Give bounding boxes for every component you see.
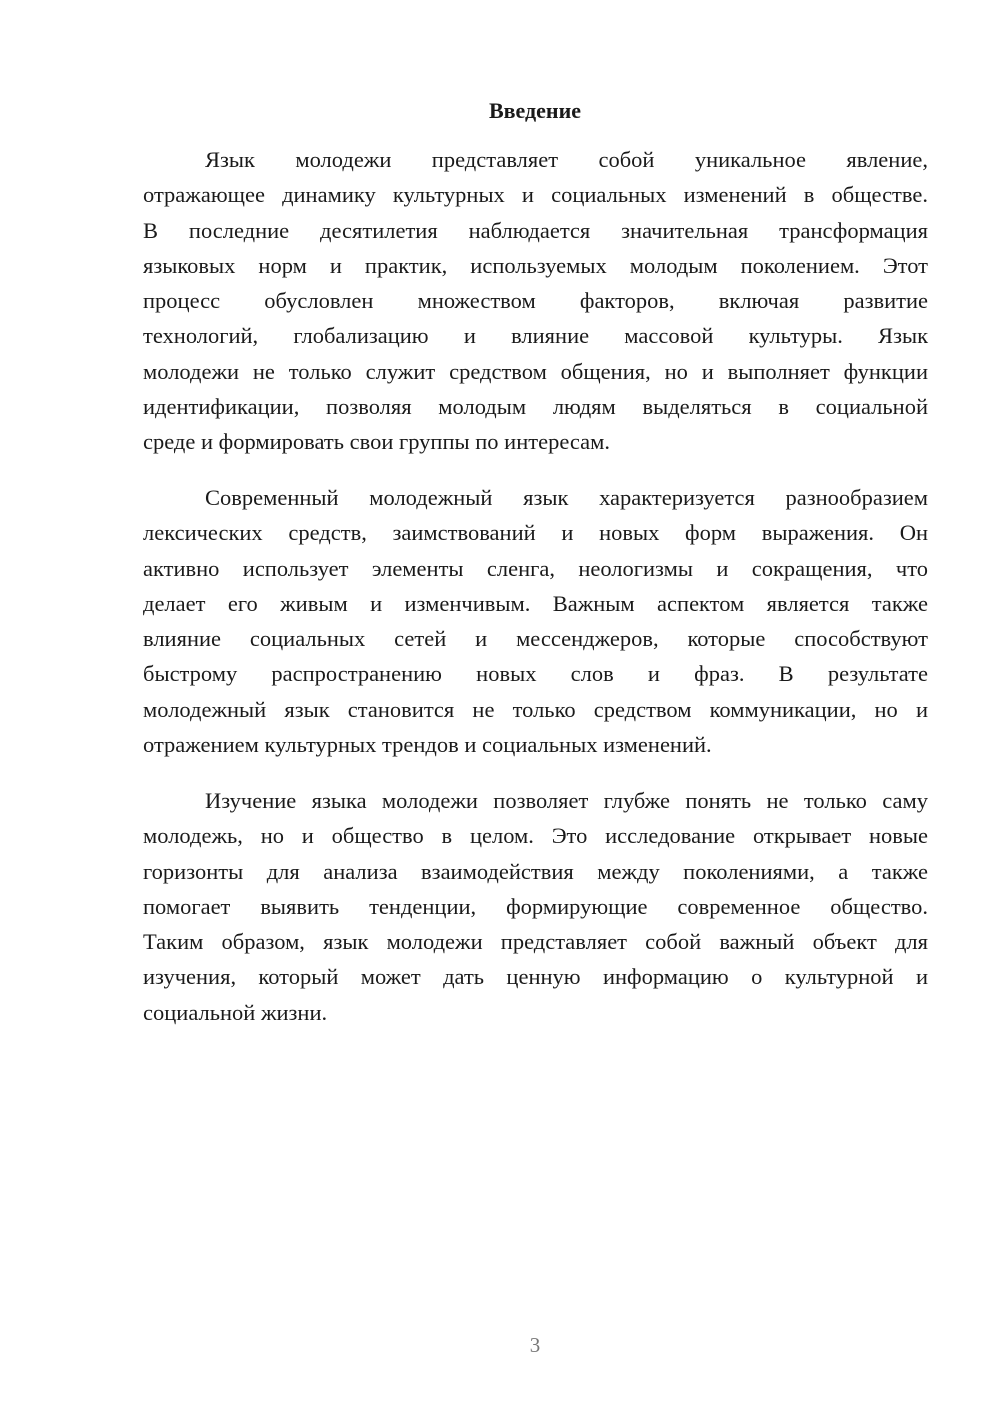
paragraph-1 <box>143 142 928 460</box>
text-line: молодежный язык становится не только средством коммуникации, но и <box>143 696 928 722</box>
text-line: идентификации, позволяя молодым людям выделяться в социальной <box>143 394 928 420</box>
text-line: быстрому распространению новых слов и фраз. В результате <box>143 661 928 687</box>
text-line: делает его живым и изменчивым. Важным аспектом является также <box>143 590 928 616</box>
text-line: помогает выявить тенденции, формирующие современное общество. <box>143 893 928 919</box>
text-line: процесс обусловлен множеством факторов, включая развитие <box>143 288 928 314</box>
text-line: Современный молодежный язык характеризуется разнообразием <box>205 485 928 510</box>
text-line: отражающее динамику культурных и социальных изменений в обществе. <box>143 182 928 208</box>
text-line: лексических средств, заимствований и новых форм выражения. Он <box>143 520 928 546</box>
text-line: социальной жизни. <box>143 999 328 1025</box>
text-line: среде и формировать свои группы по интересам. <box>143 429 610 455</box>
text-line: изучения, который может дать ценную информацию о культурной и <box>143 964 928 990</box>
text-line: В последние десятилетия наблюдается значительная трансформация <box>143 217 928 243</box>
text-line: молодежи не только служит средством общения, но и выполняет функции <box>143 358 928 384</box>
section-title: Введение <box>488 98 582 123</box>
page-number: 3 <box>529 1333 541 1357</box>
text-line: влияние социальных сетей и мессенджеров, которые способствуют <box>143 626 928 652</box>
text-line: отражением культурных трендов и социальных изменений. <box>143 732 712 758</box>
paragraph-2 <box>143 480 928 762</box>
text-line: горизонты для анализа взаимодействия между поколениями, а также <box>143 858 928 884</box>
text-line: активно использует элементы сленга, неологизмы и сокращения, что <box>143 555 928 581</box>
paragraph-3 <box>143 783 928 1030</box>
text-line: Язык молодежи представляет собой уникальное явление, <box>205 147 928 172</box>
text-line: языковых норм и практик, используемых молодым поколением. Этот <box>143 252 928 278</box>
text-line: Изучение языка молодежи позволяет глубже понять не только саму <box>205 788 928 813</box>
text-line: технологий, глобализацию и влияние массовой культуры. Язык <box>143 323 928 349</box>
text-line: Таким образом, язык молодежи представляет собой важный объект для <box>143 929 928 955</box>
text-line: молодежь, но и общество в целом. Это исследование открывает новые <box>143 823 928 849</box>
